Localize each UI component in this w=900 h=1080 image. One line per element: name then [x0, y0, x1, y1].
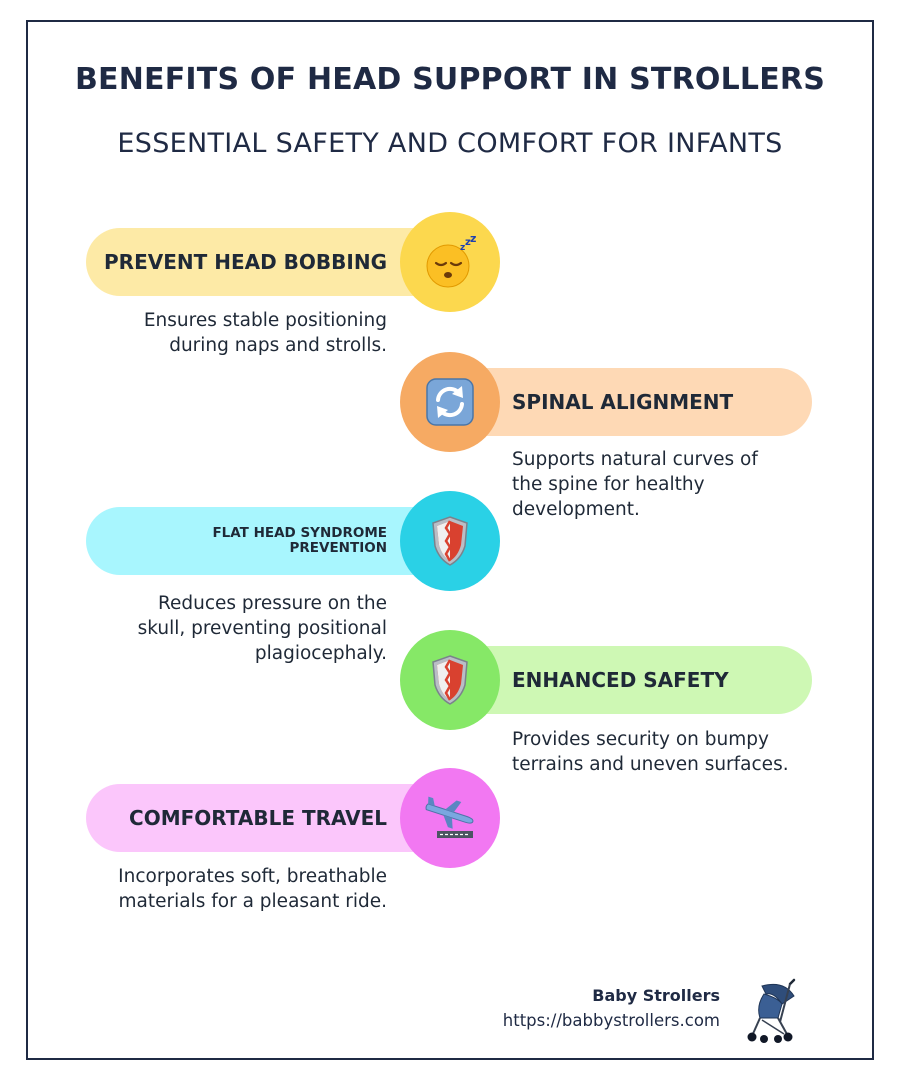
benefit-description: Reduces pressure on the skull, preventing positional plagiocephaly. — [137, 593, 387, 664]
benefit-circle — [400, 768, 500, 868]
benefit-description: Provides security on bumpy terrains and uneven surfaces. — [512, 729, 789, 775]
sleeping-face-icon — [422, 234, 478, 290]
benefit-circle — [400, 491, 500, 591]
benefit-description: Ensures stable positioning during naps and strolls. — [143, 310, 387, 356]
brand-url[interactable]: https://babbystrollers.com — [502, 1011, 720, 1030]
airplane-landing-icon — [423, 795, 477, 841]
benefit-title: ENHANCED SAFETY — [512, 668, 729, 692]
svg-text:z: z — [460, 243, 466, 253]
benefit-circle — [400, 212, 500, 312]
benefit-title: COMFORTABLE TRAVEL — [129, 806, 387, 830]
page-title: BENEFITS OF HEAD SUPPORT IN STROLLERS — [74, 62, 826, 97]
brand-name: Baby Strollers — [592, 986, 720, 1005]
benefit-circle — [400, 630, 500, 730]
shield-icon — [428, 653, 472, 707]
page-subtitle: ESSENTIAL SAFETY AND COMFORT FOR INFANTS — [117, 128, 783, 159]
benefit-description: Supports natural curves of the spine for healthy development. — [512, 449, 758, 520]
svg-text:z: z — [470, 234, 477, 245]
shield-icon — [428, 514, 472, 568]
benefit-title: PREVENT HEAD BOBBING — [104, 250, 387, 274]
benefit-title: FLAT HEAD SYNDROME PREVENTION — [212, 525, 387, 556]
svg-text:z: z — [465, 237, 471, 248]
benefit-circle — [400, 352, 500, 452]
benefit-title: SPINAL ALIGNMENT — [512, 390, 734, 414]
stroller-icon — [744, 978, 802, 1044]
benefit-description: Incorporates soft, breathable materials for a pleasant ride. — [118, 866, 387, 912]
refresh-arrows-icon — [424, 376, 476, 428]
